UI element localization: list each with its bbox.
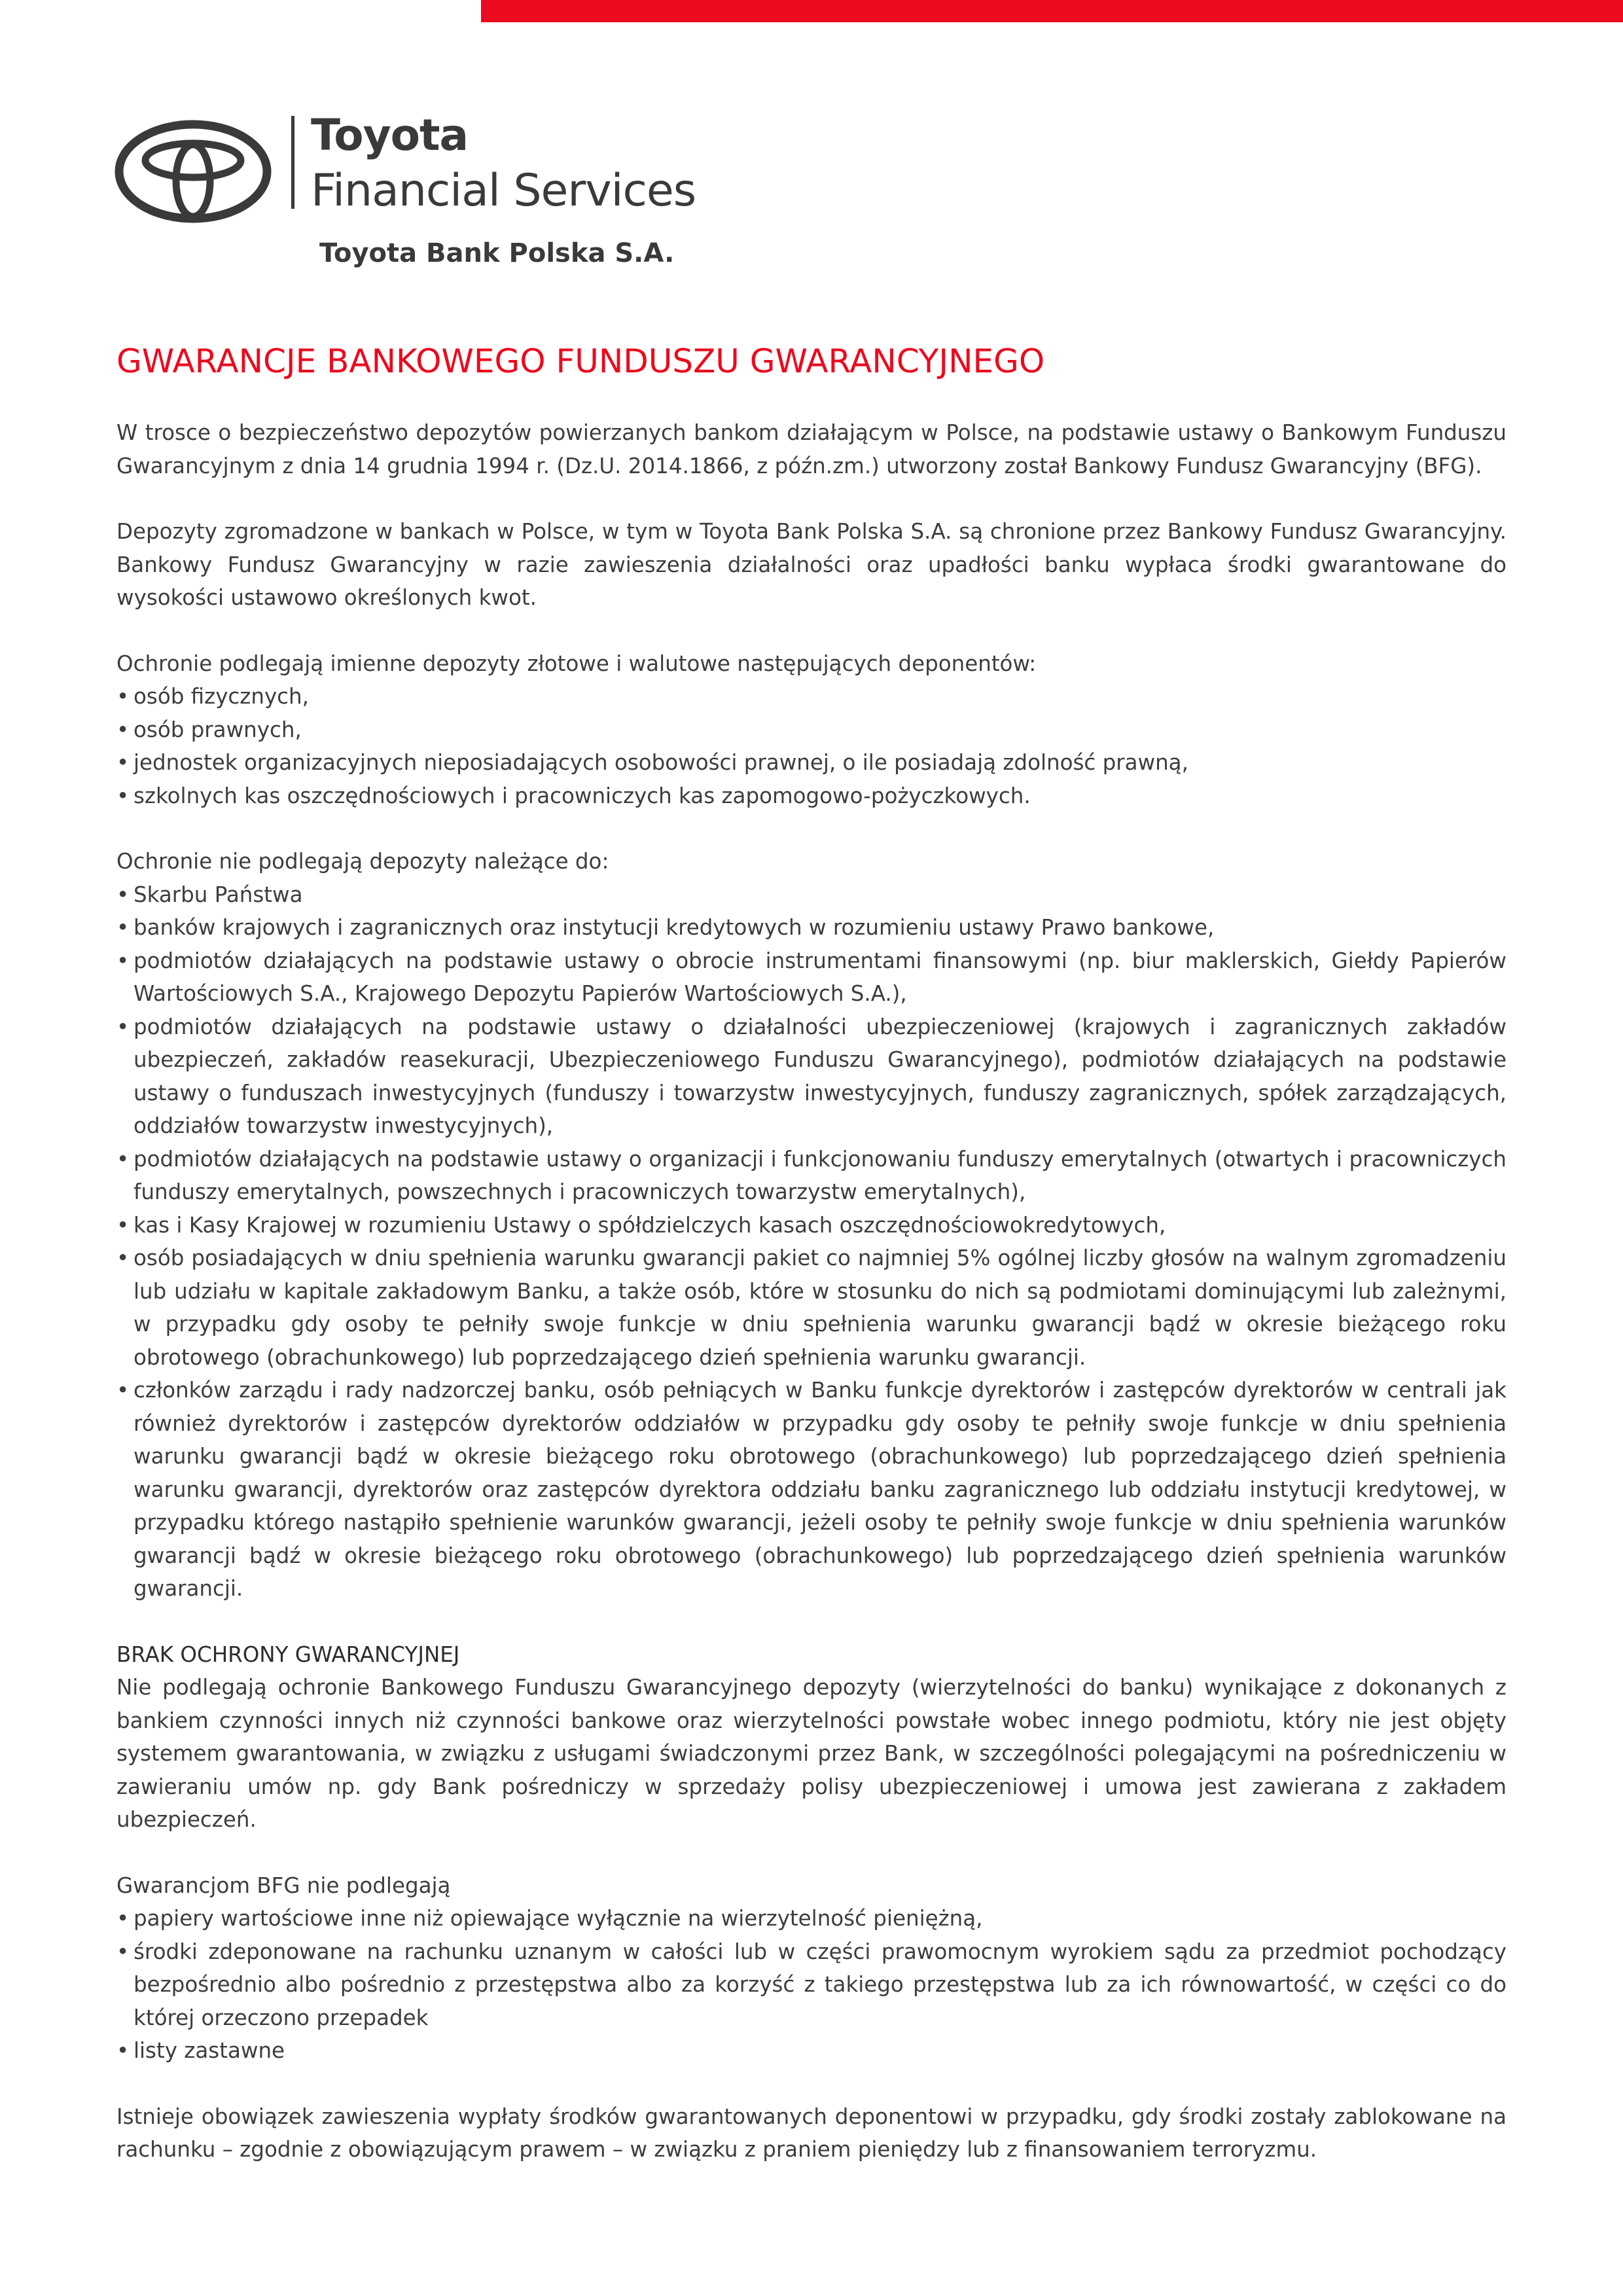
no-protection-heading: BRAK OCHRONY GWARANCYJNEJ (116, 1641, 460, 1667)
list-item: • osób prawnych, (116, 713, 1507, 747)
deposits-paragraph: Depozyty zgromadzone w bankach w Polsce, w tym w Toyota Bank Polska S.A. są chronione przez Bankowy Fundusz Gwarancyjny. Bankowy Fundusz Gwarancyjny w razie zawieszenia działalności oraz upadłości banku wypłaca środki gwarantowane do wysokości ustawowo określonych kwot. (116, 519, 1507, 610)
list-item: • papiery wartościowe inne niż opiewające wyłącznie na wierzytelność pieniężną, (116, 1902, 1507, 1935)
list-item: • kas i Kasy Krajowej w rozumieniu Ustawy o spółdzielczych kasach oszczędnościowokredytowych, (116, 1209, 1507, 1242)
not-protected-list (116, 878, 1507, 1605)
list-item: • środki zdeponowane na rachunku uznanym w całości lub w części prawomocnym wyrokiem sądu za przedmiot pochodzący bezpośrednio albo pośrednio z przestępstwa albo za korzyść z takiego przestępstwa lub za ich równowartość, w części co do której orzeczono przepadek (116, 1935, 1507, 2035)
bank-name: Toyota Bank Polska S.A. (319, 238, 675, 268)
brand-subtitle: Financial Services (311, 165, 696, 217)
intro-paragraph: W trosce o bezpieczeństwo depozytów powierzanych bankom działającym w Polsce, na podstawie ustawy o Bankowym Funduszu Gwarancyjnym z dnia 14 grudnia 1994 r. (Dz.U. 2014.1866, z późn.zm.) utworzony został Bankowy Fundusz Gwarancyjny (BFG). (116, 420, 1507, 478)
logo-divider (291, 116, 294, 209)
not-protected-intro: Ochronie nie podlegają depozyty należące do: (116, 849, 609, 874)
toyota-emblem-icon (115, 119, 272, 224)
document-body (116, 339, 1507, 2199)
list-item: • jednostek organizacyjnych nieposiadających osobowości prawnej, o ile posiadają zdolność prawną, (116, 746, 1507, 780)
document-title: GWARANCJE BANKOWEGO FUNDUSZU GWARANCYJNEGO (116, 342, 1045, 380)
bfg-excluded-list (116, 1902, 1507, 2068)
list-item: • szkolnych kas oszczędnościowych i pracowniczych kas zapomogowo-pożyczkowych. (116, 780, 1507, 813)
protected-intro: Ochronie podlegają imienne depozyty złotowe i walutowe następujących deponentów: (116, 651, 1037, 676)
list-item: • osób fizycznych, (116, 680, 1507, 713)
list-item: • podmiotów działających na podstawie ustawy o obrocie instrumentami finansowymi (np. biur maklerskich, Giełdy Papierów Wartościowych S.A., Krajowego Depozytu Papierów Wartościowych S.A.), (116, 944, 1507, 1011)
list-item: • członków zarządu i rady nadzorczej banku, osób pełniących w Banku funkcje dyrektorów i zastępców dyrektorów w centrali jak również dyrektorów i zastępców dyrektorów oddziałów w przypadku gdy osoby te pełniły swoje funkcje w dniu spełnienia warunku gwarancji bądź w okresie bieżącego roku obrotowego (obrachunkowego) lub poprzedzającego dzień spełnienia warunku gwarancji, dyrektorów oraz zastępców dyrektora oddziału banku zagranicznego lub oddziału instytucji kredytowej, w przypadku którego nastąpiło spełnienie warunków gwarancji, jeżeli osoby te pełniły swoje funkcje w dniu spełnienia warunków gwarancji bądź w okresie bieżącego roku obrotowego (obrachunkowego) lub poprzedzającego dzień spełnienia warunków gwarancji. (116, 1374, 1507, 1605)
protected-list (116, 680, 1507, 812)
list-item: • podmiotów działających na podstawie ustawy o organizacji i funkcjonowaniu funduszy emerytalnych (otwartych i pracowniczych funduszy emerytalnych, powszechnych i pracowniczych towarzystw emerytalnych), (116, 1143, 1507, 1209)
list-item: • podmiotów działających na podstawie ustawy o działalności ubezpieczeniowej (krajowych i zagranicznych zakładów ubezpieczeń, zakładów reasekuracji, Ubezpieczeniowego Funduszu Gwarancyjnego), podmiotów działających na podstawie ustawy o funduszach inwestycyjnych (funduszy i towarzystw inwestycyjnych, funduszy zagranicznych, spółek zarządzających, oddziałów towarzystw inwestycyjnych), (116, 1011, 1507, 1143)
closing-paragraph: Istnieje obowiązek zawieszenia wypłaty środków gwarantowanych deponentowi w przypadku, gdy środki zostały zablokowane na rachunku – zgodnie z obowiązującym prawem – w związku z praniem pieniędzy lub z finansowaniem terroryzmu. (116, 2104, 1507, 2162)
list-item: • listy zastawne (116, 2034, 1507, 2068)
logo (115, 110, 802, 276)
no-protection-paragraph: Nie podlegają ochronie Bankowego Funduszu Gwarancyjnego depozyty (wierzytelności do banku) wynikające z dokonanych z bankiem czynności innych niż czynności bankowe oraz wierzytelności powstałe wobec innego podmiotu, który nie jest objęty systemem gwarantowania, w związku z usługami świadczonymi przez Bank, w szczególności polegającymi na pośredniczeniu w zawieraniu umów np. gdy Bank pośredniczy w sprzedaży polisy ubezpieczeniowej i umowa jest zawierana z zakładem ubezpieczeń. (116, 1675, 1507, 1832)
list-item: • Skarbu Państwa (116, 878, 1507, 912)
list-item: • banków krajowych i zagranicznych oraz instytucji kredytowych w rozumieniu ustawy Prawo bankowe, (116, 911, 1507, 944)
top-accent-bar (481, 0, 1623, 22)
brand-name: Toyota (311, 110, 469, 160)
list-item: • osób posiadających w dniu spełnienia warunku gwarancji pakiet co najmniej 5% ogólnej liczby głosów na walnym zgromadzeniu lub udziału w kapitale zakładowym Banku, a także osób, które w stosunku do nich są podmiotami dominującymi lub zależnymi, w przypadku gdy osoby te pełniły swoje funkcje w dniu spełnienia warunku gwarancji bądź w okresie bieżącego roku obrotowego (obrachunkowego) lub poprzedzającego dzień spełnienia warunku gwarancji. (116, 1242, 1507, 1374)
bfg-excluded-intro: Gwarancjom BFG nie podlegają (116, 1873, 451, 1898)
